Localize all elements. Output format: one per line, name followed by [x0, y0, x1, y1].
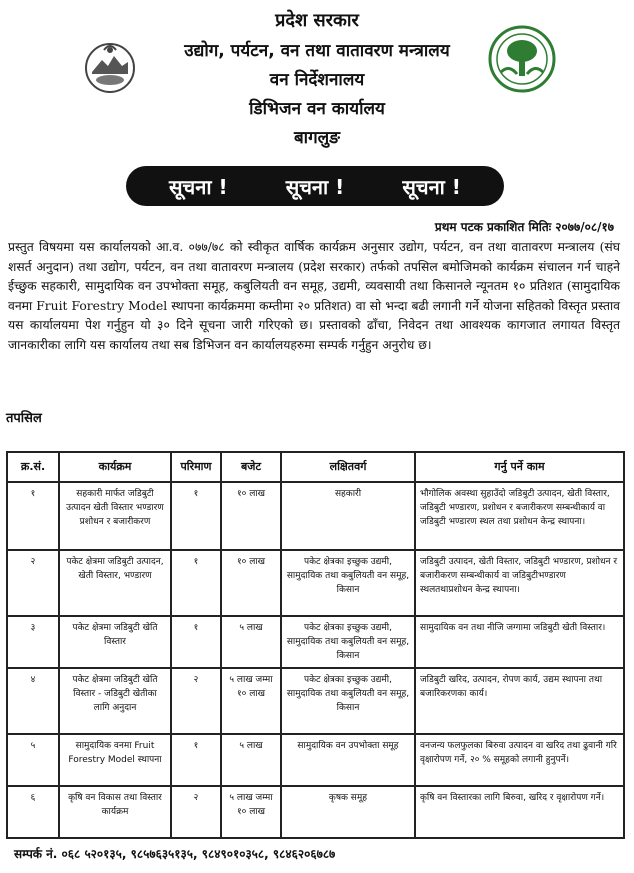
- header-target: लक्षितवर्ग: [281, 452, 415, 482]
- header-location: बागलुङ: [293, 128, 341, 148]
- cell-quantity: १: [171, 734, 221, 786]
- cell-program: पकेट क्षेत्रमा जडिबुटी खेति विस्तार - जडिबुटी खेतीका लागि अनुदान: [59, 668, 171, 734]
- notice-body: प्रस्तुत विषयमा यस कार्यालयको आ.व. ०७७/७८ को स्वीकृत वार्षिक कार्यक्रम अनुसार उद्योग, पर्यटन, वन तथा वातावरण मन्त्रालय (संघ शसर्त अनुदान) तथा उद्योग, पर्यटन, वन तथा वातावरण मन्त्रालय (प्रदेश सरकार) तर्फको तपसिल बमोजिमको कार्यक्रम संचालन गर्न चाहने ईच्छुक सहकारी, सामुदायिक वन उपभोक्ता समूह, कबुलियती वन समूह, उद्यमी, व्यवसायी तथा किसानले न्यूनतम १० प्रतिशत (सामुदायिक वनमा Fruit Forestry Model स्थापना कार्यक्रममा कम्तीमा २० प्रतिशत) वा सो भन्दा बढी लगानी गर्ने योजना सहितको विस्तृत प्रस्ताव यस कार्यालयमा पेश गर्नुहुन यो ३० दिने सूचना जारी गरिएको छ। प्रस्तावको ढाँचा, निवेदन तथा आवश्यक कागजात लगायत विस्तृत जानकारीका लागि यस कार्यालय तथा सब डिभिजन वन कार्यालयहरुमा सम्पर्क गर्नुहुन अनुरोध छ।: [8, 240, 620, 352]
- header-budget: बजेट: [221, 452, 281, 482]
- header-office: डिभिजन वन कार्यालय: [249, 99, 385, 119]
- cell-work: जडिबुटी खरिद, उत्पादन, रोपण कार्य, उद्यम स्थापना तथा बजारिकरणका कार्य।: [415, 668, 624, 734]
- cell-quantity: १: [171, 482, 221, 550]
- cell-budget: ५ लाख: [221, 616, 281, 668]
- contact-numbers: सम्पर्क नं. ०६८ ५२०१३५, ९८५७६३५१३५, ९८४९०१०३५८, ९८४६२०६७८७: [14, 847, 336, 861]
- schedule-heading: तपसिल: [6, 411, 42, 426]
- cell-target: पकेट क्षेत्रका इच्छुक उद्यमी, सामुदायिक तथा कबुलियती वन समूह, किसान: [281, 668, 415, 734]
- header-government: प्रदेश सरकार: [275, 10, 359, 31]
- cell-target: सामुदायिक वन उपभोक्ता समूह: [281, 734, 415, 786]
- cell-program: पकेट क्षेत्रमा जडिबुटी उत्पादन, खेती विस्तार, भण्डारण: [59, 550, 171, 616]
- cell-program: सहकारी मार्फत जडिबुटी उत्पादन खेती विस्तार भण्डारण प्रशोधन र बजारीकरण: [59, 482, 171, 550]
- forest-tree-logo-icon: [487, 24, 557, 94]
- cell-program: सामुदायिक वनमा Fruit Forestry Model स्थापना: [59, 734, 171, 786]
- table-row: [7, 786, 624, 838]
- banner-word-3: सूचना !: [402, 174, 461, 199]
- table-row: [7, 550, 624, 616]
- header-work: गर्नु पर्ने काम: [415, 452, 624, 482]
- cell-work: वनजन्य फलफुलका बिरुवा उत्पादन वा खरिद तथा ढुवानी गरि वृक्षारोपण गर्ने, २० % समूहको लगानी हुनुपर्ने।: [415, 734, 624, 786]
- cell-quantity: २: [171, 668, 221, 734]
- table-row: [7, 734, 624, 786]
- cell-program: पकेट क्षेत्रमा जडिबुटी खेति विस्तार: [59, 616, 171, 668]
- table-row: [7, 482, 624, 550]
- cell-target: सहकारी: [281, 482, 415, 550]
- cell-sn: २: [7, 550, 59, 616]
- cell-quantity: १: [171, 550, 221, 616]
- cell-target: पकेट क्षेत्रका इच्छुक उद्यमी, सामुदायिक तथा कबुलियती वन समूह, किसान: [281, 616, 415, 668]
- header-program: कार्यक्रम: [59, 452, 171, 482]
- cell-quantity: १: [171, 616, 221, 668]
- schedule-table: [6, 451, 625, 839]
- cell-work: जडिबुटी उत्पादन, खेती विस्तार, जडिबुटी भण्डारण, प्रशोधन र बजारीकरण सम्बन्धीकार्य वा जडिबुटीभण्डारण स्थलतथाप्रशोधन केन्द्र स्थापना।: [415, 550, 624, 616]
- publication-date: प्रथम पटक प्रकाशित मितिः २०७७/०८/१७: [434, 220, 614, 234]
- header-directorate: वन निर्देशनालय: [269, 70, 365, 90]
- cell-sn: ६: [7, 786, 59, 838]
- banner-word-1: सूचना !: [169, 174, 228, 199]
- table-row: [7, 616, 624, 668]
- cell-sn: ५: [7, 734, 59, 786]
- cell-work: सामुदायिक वन तथा नीजि जग्गामा जडिबुटी खेती विस्तार।: [415, 616, 624, 668]
- cell-work: कृषि वन विस्तारका लागि बिरुवा, खरिद र वृक्षारोपण गर्ने।: [415, 786, 624, 838]
- cell-budget: १० लाख: [221, 550, 281, 616]
- header-quantity: परिमाण: [171, 452, 221, 482]
- cell-budget: ५ लाख जम्मा १० लाख: [221, 786, 281, 838]
- banner-word-2: सूचना !: [285, 174, 345, 199]
- cell-quantity: २: [171, 786, 221, 838]
- header-ministry: उद्योग, पर्यटन, वन तथा वातावरण मन्त्रालय: [184, 41, 450, 61]
- table-header-row: [7, 452, 624, 482]
- cell-sn: १: [7, 482, 59, 550]
- cell-program: कृषि वन विकास तथा विस्तार कार्यक्रम: [59, 786, 171, 838]
- cell-sn: ३: [7, 616, 59, 668]
- cell-work: भौगोलिक अवस्था सुहाउँदो जडिबुटी उत्पादन, खेती विस्तार, जडिबुटी भण्डारण, प्रशोधन र बजारीकरण सम्बन्धीकार्य वा जडिबुटी भण्डारण स्थल तथा प्रशोधन केन्द्र स्थापना।: [415, 482, 624, 550]
- nepal-emblem-icon: [82, 38, 138, 94]
- cell-budget: ५ लाख जम्मा १० लाख: [221, 668, 281, 734]
- cell-budget: १० लाख: [221, 482, 281, 550]
- cell-budget: ५ लाख: [221, 734, 281, 786]
- header-sn: क्र.सं.: [7, 452, 59, 482]
- cell-target: पकेट क्षेत्रका इच्छुक उद्यमी, सामुदायिक तथा कबुलियती वन समूह, किसान: [281, 550, 415, 616]
- table-row: [7, 668, 624, 734]
- cell-sn: ४: [7, 668, 59, 734]
- notice-banner: [126, 166, 504, 206]
- cell-target: कृषक समूह: [281, 786, 415, 838]
